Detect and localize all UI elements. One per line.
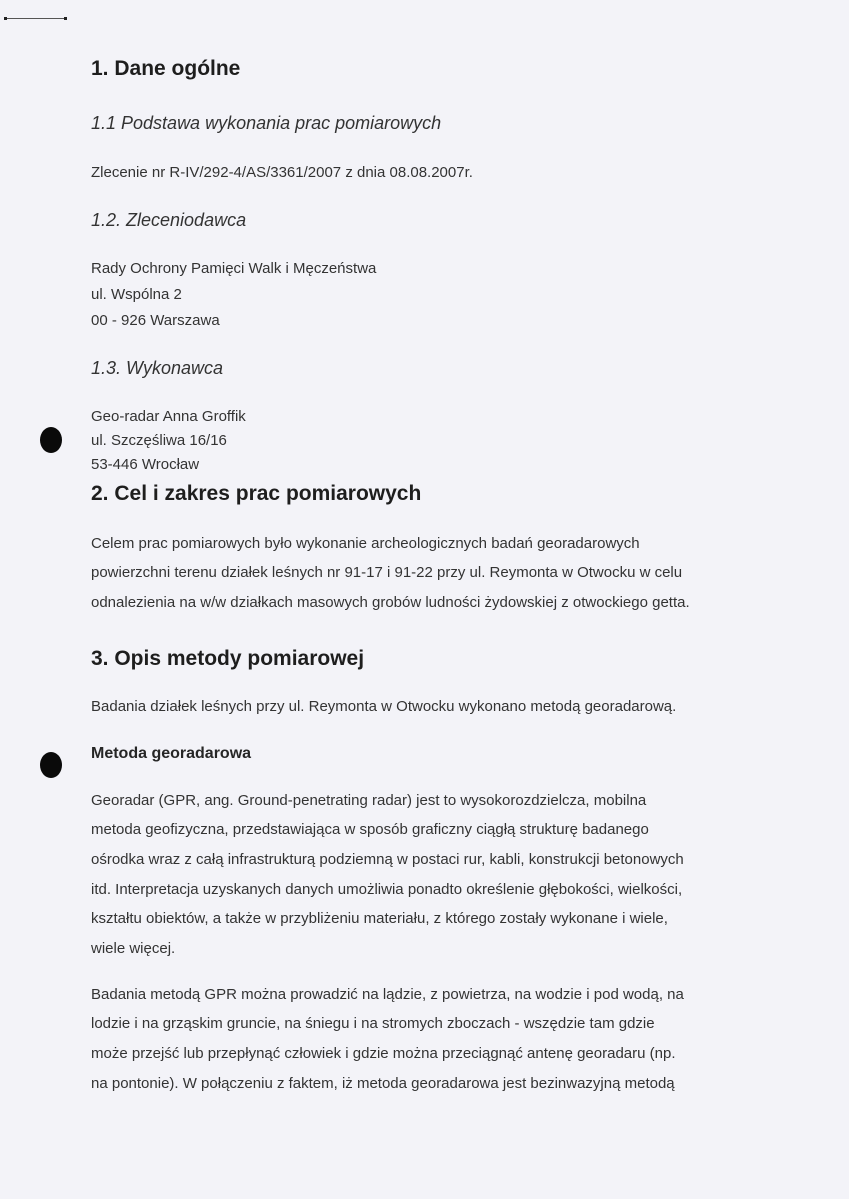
scan-mark-dot: [4, 17, 7, 20]
subsection-1-3-heading: 1.3. Wykonawca: [91, 358, 224, 378]
client-street: ul. Wspólna 2: [91, 286, 182, 303]
paragraph-line: na pontonie). W połączeniu z faktem, iż metoda georadarowa jest bezinwazyjną metodą: [91, 1075, 675, 1092]
section-1-heading: 1. Dane ogólne: [91, 57, 241, 80]
section-2-heading: 2. Cel i zakres prac pomiarowych: [91, 482, 422, 505]
order-number-text: Zlecenie nr R-IV/292-4/AS/3361/2007 z dnia 08.08.2007r.: [91, 164, 473, 181]
subsection-1-1-heading: 1.1 Podstawa wykonania prac pomiarowych: [91, 113, 442, 133]
paragraph-line: metoda geofizyczna, przedstawiająca w sposób graficzny ciągłą strukturę badanego: [91, 821, 649, 838]
method-heading: Metoda georadarowa: [91, 745, 252, 762]
paragraph-line: lodzie i na grząskim gruncie, na śniegu i na stromych zboczach - wszędzie tam gdzie: [91, 1015, 655, 1032]
paragraph-line: Georadar (GPR, ang. Ground-penetrating radar) jest to wysokorozdzielcza, mobilna: [91, 792, 647, 809]
paragraph-line: wiele więcej.: [91, 940, 176, 957]
contractor-city: 53-446 Wrocław: [91, 456, 200, 473]
client-city: 00 - 926 Warszawa: [91, 312, 220, 329]
contractor-name: Geo-radar Anna Groffik: [91, 408, 246, 425]
paragraph-line: może przejść lub przepłynąć człowiek i gdzie można przeciągnąć antenę georadaru (np.: [91, 1045, 676, 1062]
client-name: Rady Ochrony Pamięci Walk i Męczeństwa: [91, 260, 377, 277]
section-3-heading: 3. Opis metody pomiarowej: [91, 647, 365, 670]
subsection-1-2-heading: 1.2. Zleceniodawca: [91, 210, 247, 230]
paragraph-line: odnalezienia na w/w działkach masowych grobów ludności żydowskiej z otwockiego getta.: [91, 594, 690, 611]
paragraph-line: Celem prac pomiarowych było wykonanie archeologicznych badań georadarowych: [91, 535, 640, 552]
paragraph-line: Badania metodą GPR można prowadzić na lądzie, z powietrza, na wodzie i pod wodą, na: [91, 986, 684, 1003]
scan-mark-dot: [64, 17, 67, 20]
punch-hole: [40, 427, 62, 453]
intro-paragraph: Badania działek leśnych przy ul. Reymonta w Otwocku wykonano metodą georadarową.: [91, 698, 677, 715]
scan-mark: [4, 18, 66, 19]
paragraph-line: itd. Interpretacja uzyskanych danych umożliwia ponadto określenie głębokości, wielkości,: [91, 881, 683, 898]
contractor-street: ul. Szczęśliwa 16/16: [91, 432, 227, 449]
paragraph-line: kształtu obiektów, a także w przybliżeniu materiału, z którego zostały wykonane i wiele,: [91, 910, 668, 927]
punch-hole: [40, 752, 62, 778]
paragraph-line: powierzchni terenu działek leśnych nr 91-17 i 91-22 przy ul. Reymonta w Otwocku w celu: [91, 564, 683, 581]
paragraph-line: ośrodka wraz z całą infrastrukturą podziemną w postaci rur, kabli, konstrukcji betonowych: [91, 851, 684, 868]
